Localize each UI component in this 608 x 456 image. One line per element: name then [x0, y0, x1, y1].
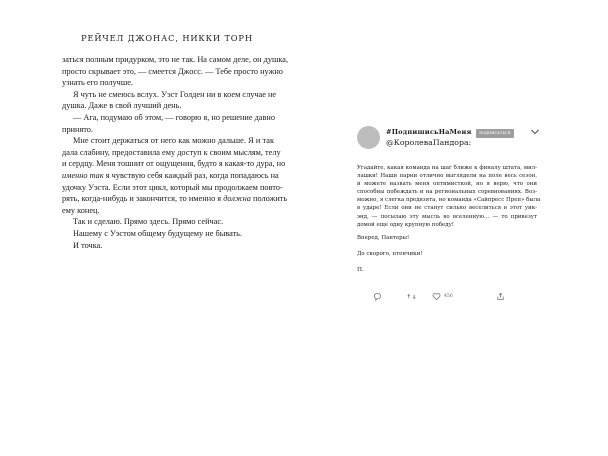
- avatar[interactable]: [357, 126, 380, 149]
- emphasis: должна: [223, 194, 251, 204]
- retweet-icon: [407, 292, 416, 301]
- reply-icon: [373, 292, 382, 301]
- tweet-hashtag[interactable]: #ПодпишисьНаМеня: [386, 128, 472, 136]
- text-line: — Ага, подумаю об этом, — говорю я, но решение давно: [73, 112, 275, 122]
- chevron-down-icon[interactable]: [530, 128, 540, 136]
- text-line: заться полным придурком, это не так. На самом деле, он душка,: [62, 55, 289, 64]
- tweet-body-line: домой еще одну крупную победу!: [357, 221, 454, 228]
- text-segment: я чувствую себя каждый раз, когда попадаюсь на: [103, 170, 279, 180]
- retweet-button[interactable]: [407, 292, 416, 301]
- share-icon: [496, 292, 505, 301]
- text-line: И точка.: [73, 240, 103, 250]
- text-line: Так и сделаю. Прямо здесь. Прямо сейчас.: [73, 217, 224, 227]
- text-line: Нашему с Уэстом общему будущему не бывать.: [73, 228, 243, 238]
- text-line: ему конец.: [62, 205, 100, 215]
- like-button[interactable]: [432, 292, 453, 301]
- text-line: просто скрывает это, — смеется Джосс. — Тебе просто нужно: [62, 66, 283, 76]
- tweet-body-line: и можете назвать меня оптимисткой, но я верю, что они: [357, 181, 537, 188]
- tweet-body-line: энд, — посылаю эту мысль во вселенную… — то привезут: [357, 213, 537, 220]
- emphasis: именно так: [62, 170, 104, 180]
- text-line: душка. Даже в свой лучший день.: [62, 101, 182, 111]
- likes-count: 456: [444, 294, 453, 299]
- text-line: принято.: [62, 124, 94, 134]
- text-segment: рять, когда-нибудь и закончится, то именно я: [62, 194, 224, 204]
- body-text: [62, 54, 289, 251]
- text-line: Мне стоит держаться от него как можно дальше. Я и так: [73, 136, 274, 146]
- tweet-body-line: можно, я слегка предвзята, но команда «Сайпресс Преп» была: [357, 197, 541, 204]
- text-line: и сердцу. Меня тошнит от ощущения, будто я какая-то дура, но: [62, 159, 286, 169]
- tweet-cheer: Вперед, Пантеры!: [357, 235, 410, 241]
- tweet-handle[interactable]: @КоролеваПандора:: [386, 138, 472, 147]
- follow-button[interactable]: подписаться: [476, 129, 514, 138]
- reply-button[interactable]: [373, 292, 382, 301]
- text-segment: положить: [250, 194, 288, 204]
- share-button[interactable]: [496, 292, 505, 301]
- tweet-body: [357, 164, 541, 229]
- text-line: узнать его получше.: [62, 78, 134, 88]
- text-line: Я чуть не смеюсь вслух. Уэст Голден ни в коем случае не: [73, 89, 277, 99]
- text-line: [62, 170, 279, 182]
- tweet-body-line: Угадайте, какая команда на шаг ближе к финалу штата, мил-: [357, 165, 537, 171]
- tweet-body-line: в ударе! Если они не станут сильно веселиться в этот уик-: [357, 205, 537, 212]
- heart-icon: [432, 292, 441, 301]
- text-line: удочку Уэста. Если этот цикл, который мы продолжаем повто-: [62, 182, 283, 192]
- tweet-body-line: способны побеждать и на региональных соревнованиях. Воз-: [357, 189, 537, 196]
- text-line: дала слабину, предоставила ему доступ к своим мыслям, телу: [62, 147, 281, 157]
- running-head: РЕЙЧЕЛ ДЖОНАС, НИККИ ТОРН: [81, 33, 253, 43]
- tweet-signature: П.: [357, 267, 364, 273]
- tweet-goodbye: До скорого, птенчики!: [357, 251, 423, 257]
- text-line: [62, 193, 288, 205]
- tweet-body-line: лашки! Наши парни отлично выглядели на поле весь сезон,: [357, 173, 537, 180]
